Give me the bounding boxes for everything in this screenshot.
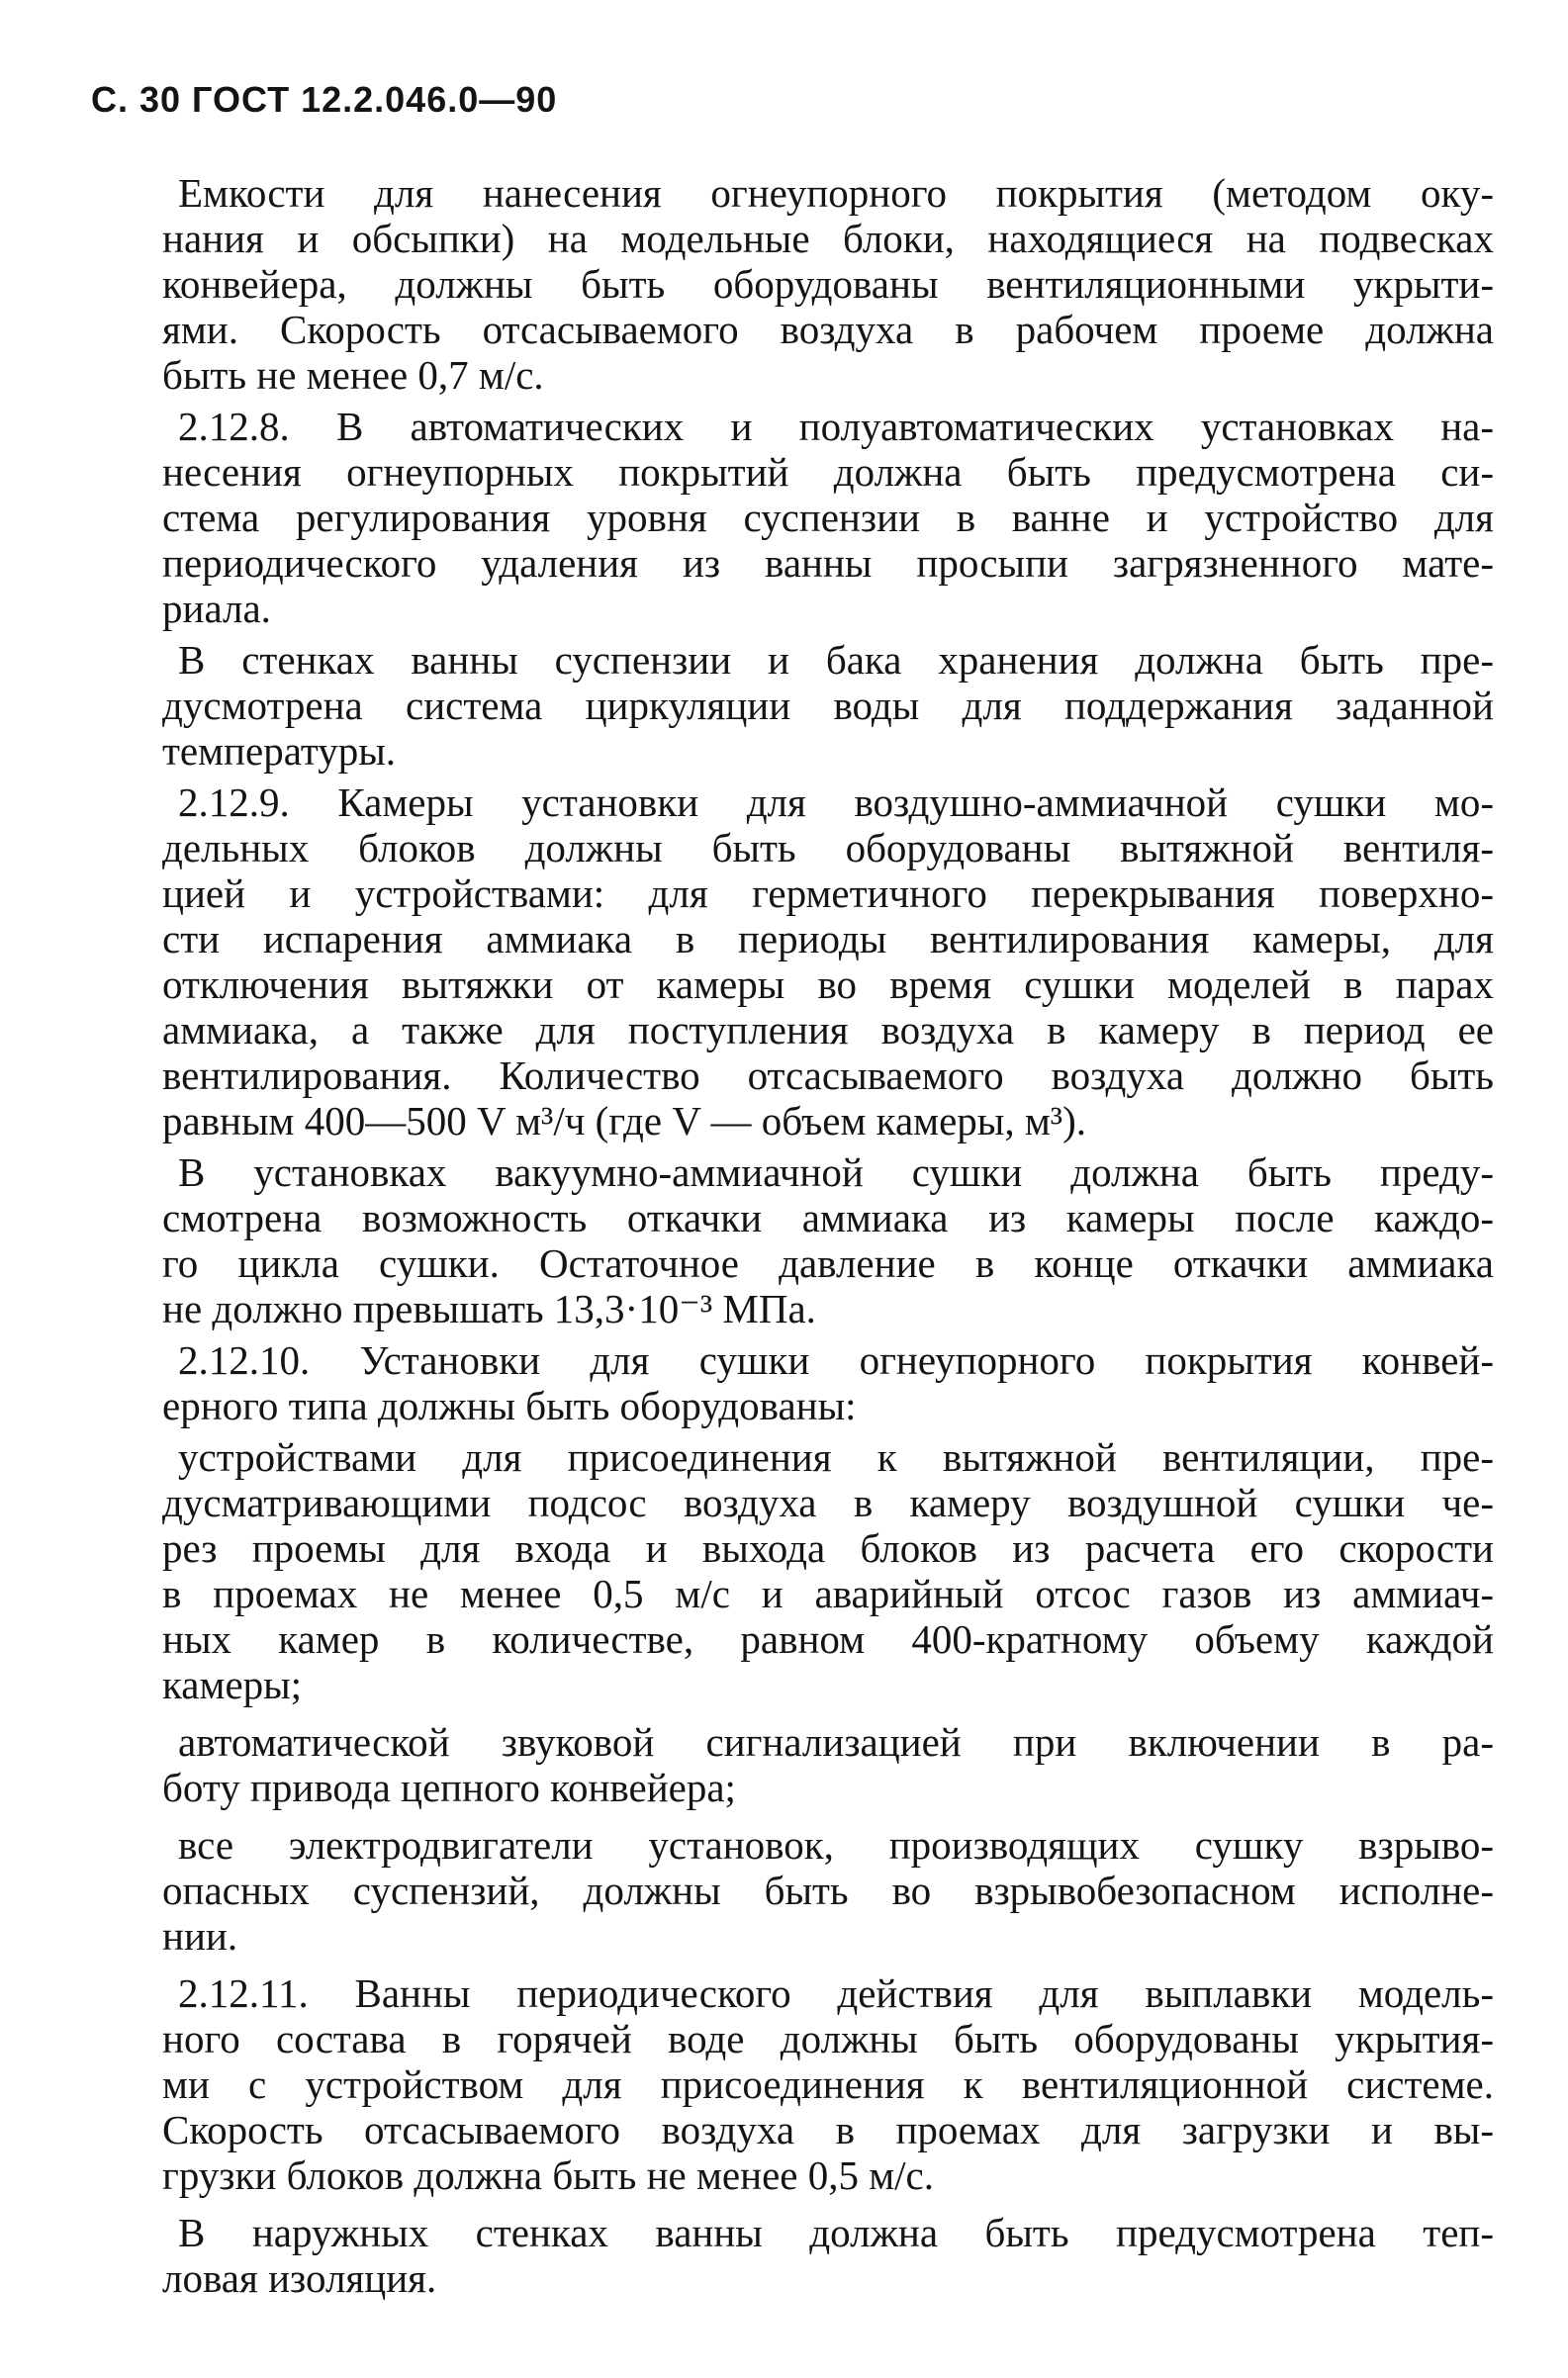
text-line: ного состава в горячей воде должны быть оборудованы укрытия- [162,2016,1494,2061]
text-line: цией и устройствами: для герметичного перекрывания поверхно- [162,870,1494,916]
text-line: грузки блоков должна быть не менее 0,5 м/с. [162,2152,935,2198]
text-line: рез проемы для входа и выхода блоков из расчета его скорости [162,1525,1494,1571]
text-line: риала. [162,586,271,631]
text-line: го цикла сушки. Остаточное давление в конце откачки аммиака [162,1240,1494,1286]
text-line: устройствами для присоединения к вытяжной вентиляции, пре- [178,1434,1494,1480]
text-line: конвейера, должны быть оборудованы вентиляционными укрыти- [162,261,1494,307]
text-line: не должно превышать 13,3·10⁻³ МПа. [162,1286,816,1331]
text-line: сти испарения аммиака в периоды вентилирования камеры, для [162,916,1494,961]
text-line: автоматической звуковой сигнализацией при включении в ра- [178,1719,1494,1765]
text-line: боту привода цепного конвейера; [162,1765,736,1810]
text-line: В наружных стенках ванны должна быть предусмотрена теп- [178,2210,1494,2255]
text-line: аммиака, а также для поступления воздуха в камеру в период ее [162,1007,1494,1052]
text-line: ерного типа должны быть оборудованы: [162,1383,857,1428]
text-line: стема регулирования уровня суспензии в ванне и устройство для [162,495,1494,540]
text-line: равным 400—500 V м³/ч (где V — объем камеры, м³). [162,1098,1086,1143]
text-line: дельных блоков должны быть оборудованы вытяжной вентиля- [162,825,1494,870]
text-line: В установках вакуумно-аммиачной сушки должна быть преду- [178,1149,1494,1195]
page-header: С. 30 ГОСТ 12.2.046.0—90 [91,79,558,120]
text-line: Емкости для нанесения огнеупорного покрытия (методом оку- [178,170,1494,216]
text-line: ных камер в количестве, равном 400-кратному объему каждой [162,1616,1494,1662]
text-line: ями. Скорость отсасываемого воздуха в рабочем проеме должна [162,307,1494,352]
text-line: нания и обсыпки) на модельные блоки, находящиеся на подвесках [162,216,1494,261]
text-line: периодического удаления из ванны просыпи загрязненного мате- [162,540,1494,586]
text-line: Скорость отсасываемого воздуха в проемах для загрузки и вы- [162,2107,1494,2152]
text-line: дусмотрена система циркуляции воды для поддержания заданной [162,683,1494,728]
body-text [162,170,1494,2301]
text-line: ловая изоляция. [162,2255,437,2301]
text-line: температуры. [162,728,397,774]
text-line: нии. [162,1913,238,1959]
text-line: ми с устройством для присоединения к вентиляционной системе. [162,2061,1494,2107]
text-line: быть не менее 0,7 м/с. [162,352,544,398]
text-line: опасных суспензий, должны быть во взрывобезопасном исполне- [162,1868,1494,1913]
text-line: 2.12.10. Установки для сушки огнеупорного покрытия конвей- [178,1337,1494,1383]
text-line: в проемах не менее 0,5 м/с и аварийный отсос газов из аммиач- [162,1571,1494,1616]
text-line: смотрена возможность откачки аммиака из камеры после каждо- [162,1195,1494,1240]
text-line: 2.12.8. В автоматических и полуавтоматических установках на- [178,404,1494,449]
text-line: 2.12.9. Камеры установки для воздушно-аммиачной сушки мо- [178,779,1494,825]
text-line: вентилирования. Количество отсасываемого воздуха должно быть [162,1052,1494,1098]
text-line: В стенках ванны суспензии и бака хранения должна быть пре- [178,637,1494,683]
text-line: все электродвигатели установок, производящих сушку взрыво- [178,1822,1494,1868]
text-line: отключения вытяжки от камеры во время сушки моделей в парах [162,961,1494,1007]
text-line: дусматривающими подсос воздуха в камеру воздушной сушки че- [162,1480,1494,1525]
text-line: 2.12.11. Ванны периодического действия для выплавки модель- [178,1970,1494,2016]
text-line: несения огнеупорных покрытий должна быть предусмотрена си- [162,449,1494,495]
text-line: камеры; [162,1662,303,1707]
